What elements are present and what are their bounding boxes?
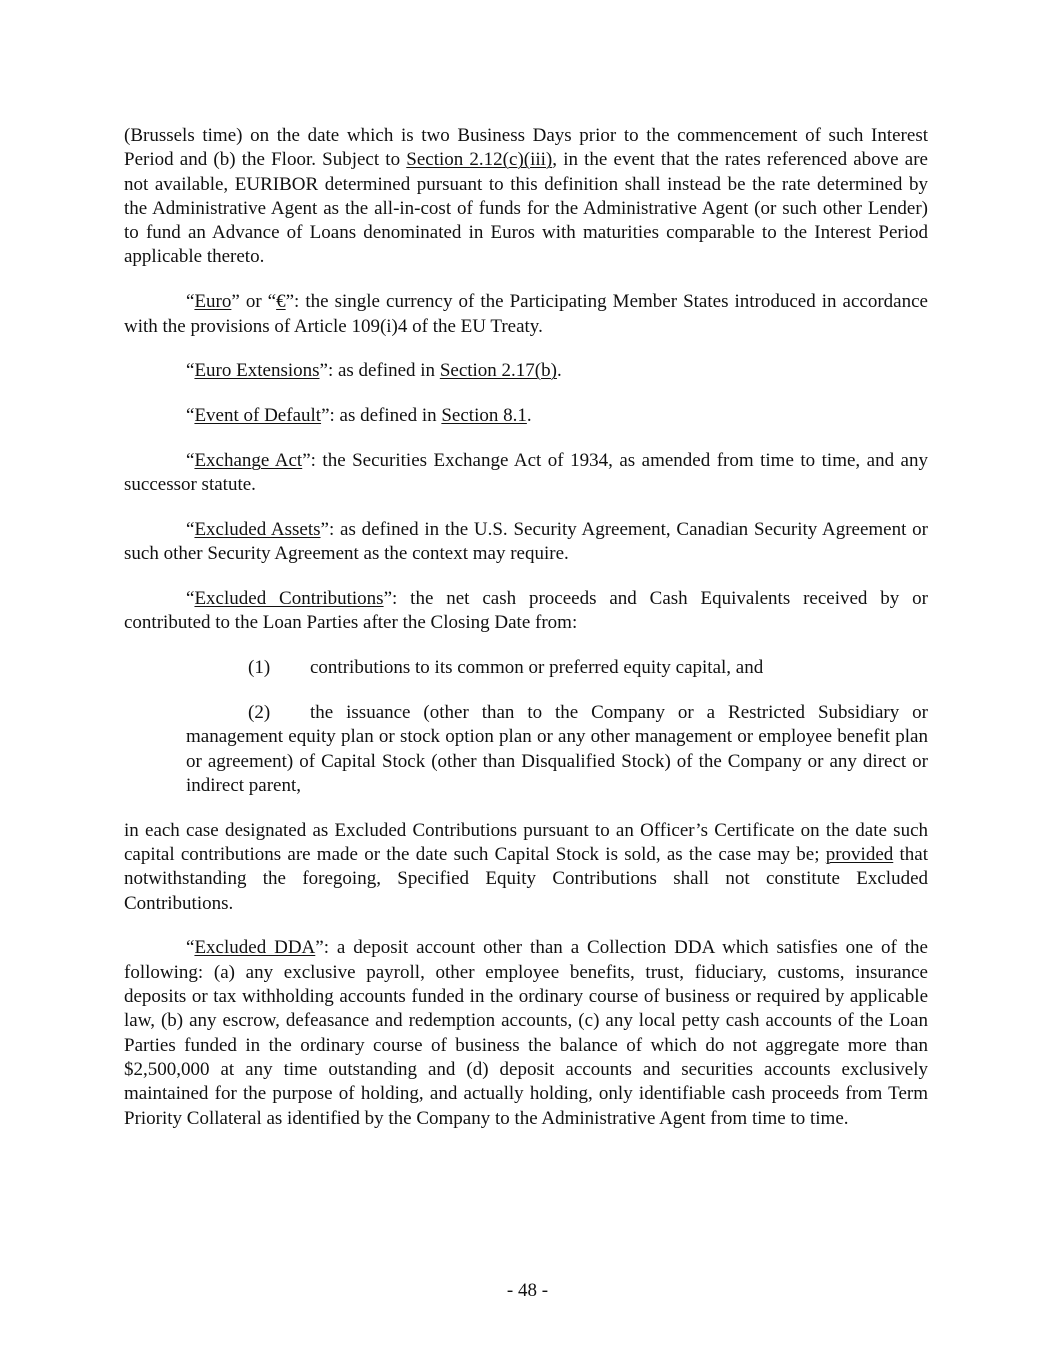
text: . bbox=[526, 405, 532, 427]
definition-excluded-contributions bbox=[124, 587, 928, 636]
clause-number: (1) bbox=[248, 657, 271, 679]
definition-excluded-dda bbox=[124, 936, 928, 1130]
clause-text: the issuance (other than to the Company or a Restricted Subsidiary or management equity plan or stock option plan or any other management or employee benefit plan or agreement) of Capital Stock (other than Disqualified Stock) of the Company or any direct or indirect parent, bbox=[186, 702, 928, 796]
section-reference: Section 2.17(b) bbox=[439, 360, 557, 382]
definition-text: ”: the Securities Exchange Act of 1934, as amended from time to time, and any successor statute. bbox=[124, 449, 928, 496]
definition-text: ”: as defined in bbox=[319, 360, 440, 382]
definition-excluded-assets bbox=[124, 518, 928, 567]
section-reference: Section 8.1 bbox=[441, 405, 527, 427]
quote: “ bbox=[186, 519, 195, 541]
clause-number: (2) bbox=[248, 702, 271, 724]
definition-text: ”: the net cash proceeds and Cash Equivalents received by or contributed to the Loan Parties after the Closing Date from: bbox=[124, 588, 929, 634]
definition-euro bbox=[124, 290, 928, 339]
text: that notwithstanding the foregoing, Specified Equity Contributions shall not constitute Excluded Contributions. bbox=[124, 844, 928, 914]
quote: “ bbox=[186, 405, 195, 427]
provided-term: provided bbox=[825, 844, 894, 866]
defined-term: Euro Extensions bbox=[194, 360, 320, 382]
definition-text: ”: as defined in the U.S. Security Agreement, Canadian Security Agreement or such other Security Agreement as the context may require. bbox=[124, 519, 928, 565]
defined-term: Excluded DDA bbox=[194, 937, 316, 959]
defined-term: Excluded Assets bbox=[194, 519, 321, 541]
defined-term: Event of Default bbox=[194, 405, 322, 427]
page-number: - 48 - bbox=[506, 1280, 549, 1301]
text: . bbox=[556, 360, 562, 382]
definition-text: ”: the single currency of the Participating Member States introduced in accordance with the provisions of Article 109(i)4 of the EU Treaty. bbox=[124, 291, 928, 337]
clause-1 bbox=[124, 656, 928, 680]
quote: “ bbox=[186, 937, 195, 959]
excluded-contributions-tail bbox=[124, 819, 928, 916]
section-reference: Section 2.12(c)(iii) bbox=[406, 149, 553, 171]
defined-term: Euro bbox=[194, 291, 232, 313]
defined-term: Exchange Act bbox=[194, 449, 303, 471]
text: in each case designated as Excluded Contributions pursuant to an Officer’s Certificate on the date such capital contributions are made or the date such Capital Stock is sold, as the case may be; bbox=[124, 819, 928, 866]
quote: “ bbox=[186, 449, 195, 471]
quote: “ bbox=[186, 291, 195, 313]
quote: “ bbox=[186, 360, 195, 382]
definition-text: ”: a deposit account other than a Collection DDA which satisfies one of the following: (a) any exclusive payroll, other employee benefits, trust, fiduciary, customs, insurance deposits or tax withholding accounts funded in the ordinary course of business or required by applicable law, (b) any escrow, defeasance and redemption accounts, (c) any local petty cash accounts of the Loan Parties funded in the ordinary course of business the balance of which do not aggregate more than $2,500,000 at any time outstanding and (d) deposit accounts and securities accounts exclusively maintained for the purpose of holding, and actually holding, only identifiable cash proceeds from Term Priority Collateral as identified by the Company to the Administrative Agent from time to time. bbox=[124, 937, 928, 1129]
defined-term: Excluded Contributions bbox=[194, 588, 384, 610]
document-body bbox=[124, 124, 928, 1131]
definition-euro-extensions bbox=[124, 359, 928, 383]
quote: “ bbox=[186, 588, 195, 610]
clause-text: contributions to its common or preferred equity capital, and bbox=[310, 657, 764, 679]
definition-event-of-default bbox=[124, 404, 928, 428]
clause-2 bbox=[124, 701, 928, 798]
text: , in the event that the rates referenced above are not available, EURIBOR determined pursuant to this definition shall instead be the rate determined by the Administrative Agent as the all-in-cost of funds for the Administrative Agent (or such other Lender) to fund an Advance of Loans denominated in Euros with maturities comparable to the Interest Period applicable thereto. bbox=[124, 149, 928, 268]
definition-text: ”: as defined in bbox=[321, 405, 442, 427]
text: ” or “ bbox=[231, 291, 277, 313]
definition-exchange-act bbox=[124, 449, 928, 498]
euribor-continuation-paragraph bbox=[124, 124, 928, 270]
defined-term-symbol: € bbox=[276, 291, 286, 313]
text: (Brussels time) on the date which is two Business Days prior to the commencement of such Interest Period and (b) the Floor. Subject to bbox=[124, 125, 928, 171]
